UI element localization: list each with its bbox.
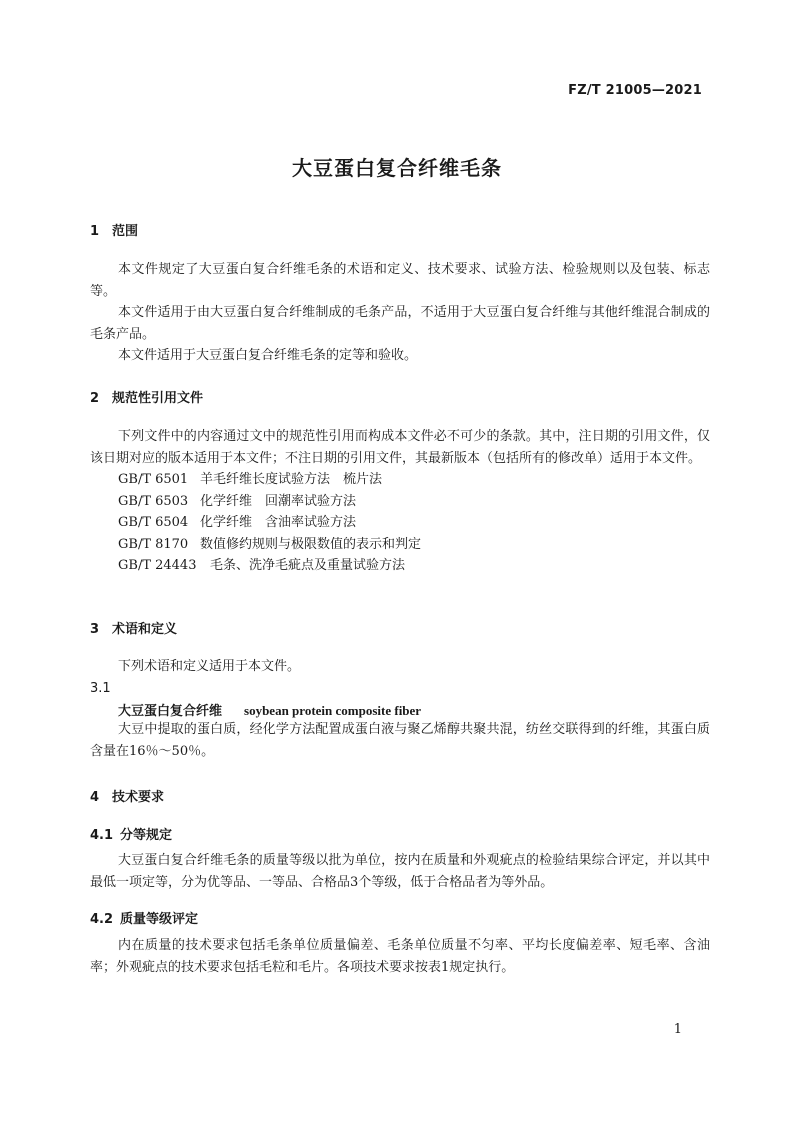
paragraph: 下列文件中的内容通过文中的规范性引用而构成本文件必不可少的条款。其中，注日期的引用文件，仅该日期对应的版本适用于本文件；不注日期的引用文件，其最新版本（包括所有的修改单）适用于本文件。 (90, 429, 710, 466)
paragraph: 大豆蛋白复合纤维毛条的质量等级以批为单位，按内在质量和外观疵点的检验结果综合评定，并以其中最低一项定等，分为优等品、一等品、合格品3个等级，低于合格品者为等外品。 (90, 853, 710, 890)
subsection-4-2-heading (90, 908, 710, 927)
subsection-4-2-body (90, 935, 710, 978)
subsection-number: 4.1 (90, 828, 114, 843)
term-entry (90, 700, 738, 719)
term-definition-block (90, 719, 710, 762)
section-number: 4 (90, 790, 100, 805)
subsection-4-1-heading (90, 824, 710, 843)
subsection-number: 4.2 (90, 912, 114, 927)
section-title: 范围 (112, 224, 139, 239)
paragraph: 下列术语和定义适用于本文件。 (118, 659, 301, 674)
section-number: 3 (90, 622, 100, 637)
term-chinese: 大豆蛋白复合纤维 (118, 704, 223, 719)
reference-item: GB/T 8170 数值修约规则与极限数值的表示和判定 (118, 536, 422, 552)
page-number: 1 (673, 1022, 682, 1037)
reference-item: GB/T 6501 羊毛纤维长度试验方法 梳片法 (118, 472, 383, 487)
section-3-intro (90, 656, 710, 678)
paragraph: 本文件适用于大豆蛋白复合纤维毛条的定等和验收。 (118, 348, 418, 363)
section-title: 技术要求 (112, 790, 165, 805)
reference-item: GB/T 6504 化学纤维 含油率试验方法 (118, 515, 357, 530)
subsection-4-1-body (90, 850, 710, 893)
subsection-title: 质量等级评定 (120, 912, 199, 927)
section-3-heading (90, 618, 710, 637)
subsection-title: 分等规定 (120, 828, 173, 843)
reference-item: GB/T 6503 化学纤维 回潮率试验方法 (118, 493, 357, 509)
section-title: 术语和定义 (112, 622, 178, 637)
section-4-heading (90, 786, 710, 805)
term-number: 3.1 (90, 681, 111, 696)
paragraph: 本文件适用于由大豆蛋白复合纤维制成的毛条产品，不适用于大豆蛋白复合纤维与其他纤维混合制成的毛条产品。 (90, 305, 710, 342)
document-code: FZ/T 21005—2021 (568, 83, 702, 98)
document-title: 大豆蛋白复合纤维毛条 (292, 156, 502, 180)
term-english: soybean protein composite fiber (244, 703, 422, 718)
section-number: 2 (90, 391, 100, 406)
term-definition: 大豆中提取的蛋白质，经化学方法配置成蛋白液与聚乙烯醇共聚共混，纺丝交联得到的纤维，其蛋白质含量在16％～50％。 (90, 722, 710, 759)
section-1-heading (90, 220, 710, 239)
section-number: 1 (90, 224, 100, 239)
section-2-heading (90, 387, 710, 406)
paragraph: 本文件规定了大豆蛋白复合纤维毛条的术语和定义、技术要求、试验方法、检验规则以及包装、标志等。 (90, 262, 710, 299)
section-2-body (90, 426, 710, 577)
section-title: 规范性引用文件 (112, 391, 204, 406)
paragraph: 内在质量的技术要求包括毛条单位质量偏差、毛条单位质量不匀率、平均长度偏差率、短毛率、含油率；外观疵点的技术要求包括毛粒和毛片。各项技术要求按表1规定执行。 (90, 938, 710, 975)
reference-item: GB/T 24443 毛条、洗净毛疵点及重量试验方法 (118, 558, 406, 573)
section-1-body (90, 259, 710, 367)
